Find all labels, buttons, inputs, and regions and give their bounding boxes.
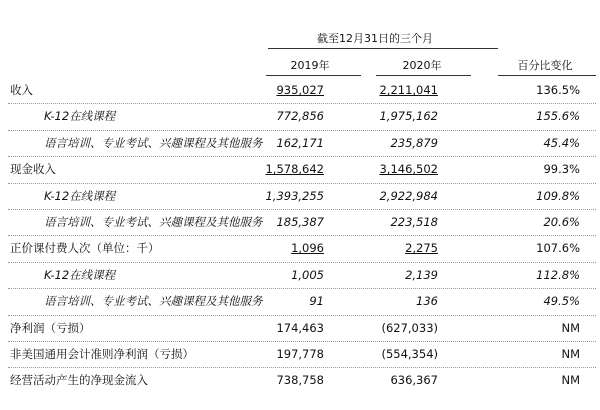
row-label: 非美国通用会计准则净利润（亏损） bbox=[10, 347, 194, 361]
percent-change: NM bbox=[561, 347, 580, 361]
col-change-header-rule bbox=[498, 75, 596, 76]
percent-change: 49.5% bbox=[543, 294, 580, 309]
percent-change: 99.3% bbox=[543, 162, 580, 177]
value-2020: 235,879 bbox=[390, 135, 438, 150]
value-2020: 136 bbox=[416, 294, 438, 309]
value-2020: 2,139 bbox=[405, 267, 438, 282]
value-2019: 1,005 bbox=[291, 267, 324, 282]
table-row bbox=[0, 315, 600, 341]
value-2019: 1,393,255 bbox=[265, 188, 324, 203]
value-2020: 636,367 bbox=[390, 373, 438, 388]
col-change-header: 百分比变化 bbox=[517, 59, 573, 72]
period-header: 截至12月31日的三个月 bbox=[317, 32, 433, 45]
value-2020: 223,518 bbox=[390, 215, 438, 229]
table-row bbox=[0, 183, 600, 209]
value-2019: 1,578,642 bbox=[265, 162, 324, 177]
percent-change: NM bbox=[561, 320, 580, 335]
value-2020: 2,922,984 bbox=[379, 188, 438, 203]
row-label: 经营活动产生的净现金流入 bbox=[10, 373, 148, 388]
value-2019: 162,171 bbox=[276, 135, 324, 150]
percent-change: 109.8% bbox=[536, 188, 580, 203]
value-2019: 197,778 bbox=[276, 347, 324, 361]
row-label: 收入 bbox=[10, 83, 33, 97]
col-2019-header-rule bbox=[266, 75, 361, 76]
value-2020: 1,975,162 bbox=[379, 109, 438, 124]
value-2019: 738,758 bbox=[276, 373, 324, 388]
col-2020-header-rule bbox=[376, 75, 471, 76]
table-row bbox=[0, 130, 600, 156]
row-label: K-12在线课程 bbox=[44, 267, 116, 282]
row-label: 语言培训、专业考试、兴趣课程及其他服务 bbox=[44, 135, 263, 150]
col-2019-header: 2019年 bbox=[290, 59, 330, 72]
table-row bbox=[0, 103, 600, 129]
row-label: 净利润（亏损） bbox=[10, 320, 91, 335]
table-row bbox=[0, 156, 600, 182]
table-row bbox=[0, 341, 600, 367]
percent-change: 112.8% bbox=[536, 267, 580, 282]
row-label: K-12在线课程 bbox=[44, 188, 116, 203]
row-label: 语言培训、专业考试、兴趣课程及其他服务 bbox=[44, 294, 263, 309]
value-2019: 91 bbox=[309, 294, 324, 309]
value-2020: 2,275 bbox=[405, 241, 438, 256]
table-row bbox=[0, 288, 600, 314]
row-label: 正价课付费人次（单位：千） bbox=[10, 241, 160, 256]
value-2019: 772,856 bbox=[276, 109, 324, 124]
value-2020: (554,354) bbox=[381, 347, 438, 361]
value-2020: 3,146,502 bbox=[379, 162, 438, 177]
percent-change: 20.6% bbox=[543, 215, 580, 229]
table-row bbox=[0, 367, 600, 393]
table-row bbox=[0, 77, 600, 103]
row-label: K-12在线课程 bbox=[44, 109, 116, 124]
value-2019: 1,096 bbox=[291, 241, 324, 256]
table-row bbox=[0, 209, 600, 235]
row-label: 语言培训、专业考试、兴趣课程及其他服务 bbox=[44, 215, 263, 229]
percent-change: NM bbox=[561, 373, 580, 388]
table-row bbox=[0, 235, 600, 261]
row-label: 现金收入 bbox=[10, 162, 56, 177]
value-2020: (627,033) bbox=[381, 320, 438, 335]
col-2020-header: 2020年 bbox=[402, 59, 442, 72]
table-row bbox=[0, 262, 600, 288]
value-2020: 2,211,041 bbox=[379, 83, 438, 97]
value-2019: 935,027 bbox=[276, 83, 324, 97]
value-2019: 185,387 bbox=[276, 215, 324, 229]
percent-change: 136.5% bbox=[536, 83, 580, 97]
period-header-rule bbox=[268, 48, 498, 49]
value-2019: 174,463 bbox=[276, 320, 324, 335]
percent-change: 155.6% bbox=[536, 109, 580, 124]
percent-change: 45.4% bbox=[543, 135, 580, 150]
percent-change: 107.6% bbox=[536, 241, 580, 256]
